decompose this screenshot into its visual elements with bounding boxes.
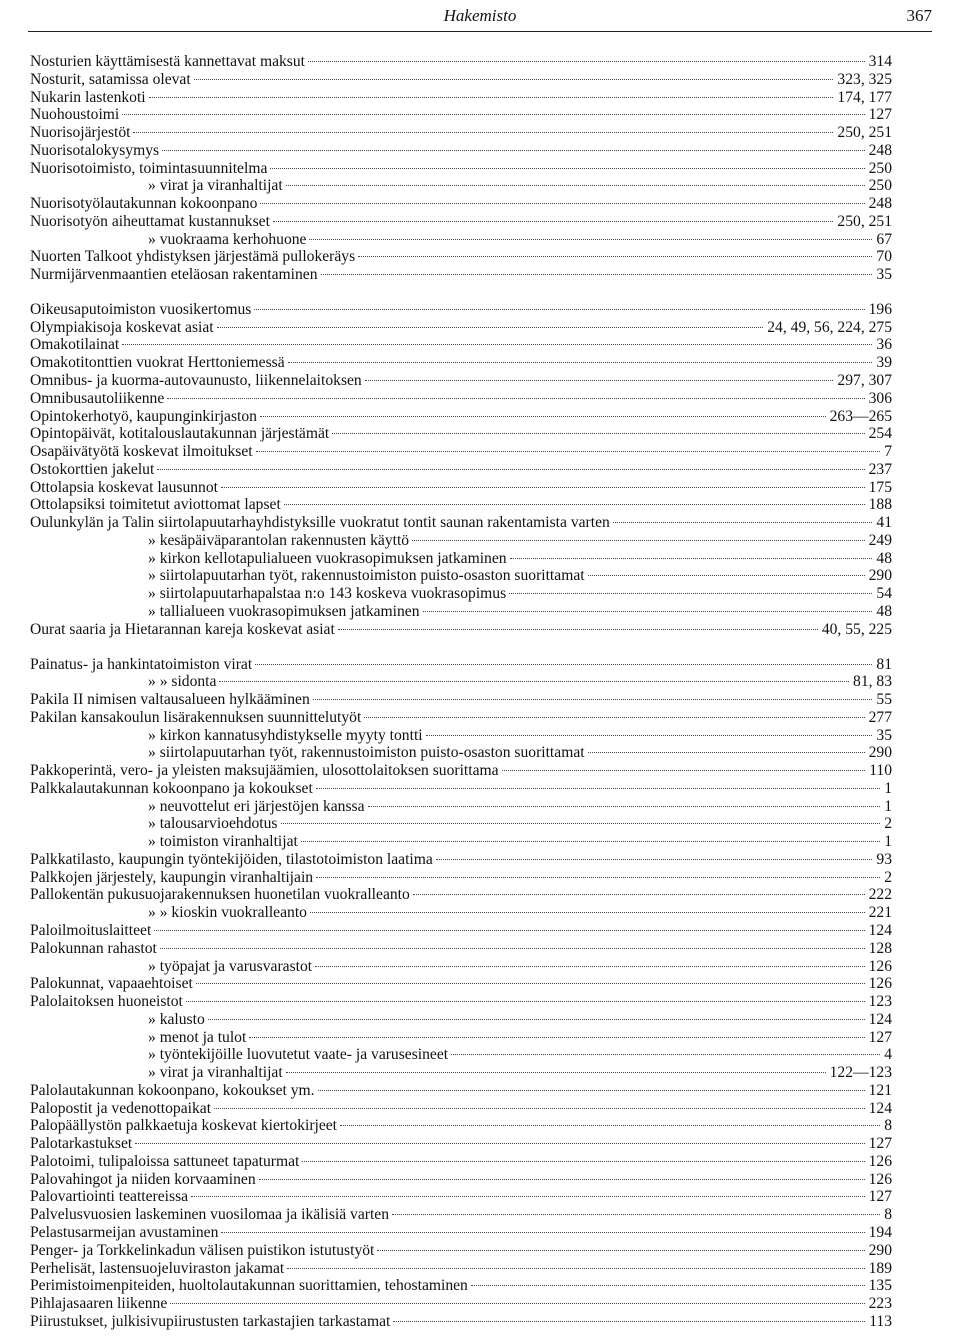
page-reference: 124 (868, 1099, 892, 1117)
index-entry (30, 213, 892, 231)
dot-leader (302, 1161, 864, 1162)
dot-leader (313, 699, 873, 700)
dot-leader (160, 948, 865, 949)
entry-text: » virat ja viranhaltijat (148, 1064, 283, 1082)
dot-leader (451, 1054, 880, 1055)
index-entry (30, 673, 892, 691)
dot-leader (377, 1250, 864, 1251)
index-section (30, 301, 892, 639)
entry-text: Pihlajasaaren liikenne (30, 1295, 168, 1313)
dot-leader (310, 912, 865, 913)
index-entry (30, 1153, 892, 1171)
page-reference: 223 (868, 1295, 892, 1313)
dot-leader (208, 1019, 865, 1020)
index-body (30, 53, 892, 1331)
dot-leader (316, 877, 880, 878)
dot-leader (364, 717, 864, 718)
entry-text: Ostokorttien jakelut (30, 460, 155, 478)
index-entry (30, 833, 892, 851)
entry-text: » neuvottelut eri järjestöjen kanssa (148, 797, 365, 815)
entry-text: Perimistoimenpiteiden, huoltolautakunnan suorittamien, tehostaminen (30, 1277, 468, 1295)
page-reference: 290 (868, 567, 892, 585)
index-entry (30, 425, 892, 443)
dot-leader (413, 894, 865, 895)
index-entry (30, 514, 892, 532)
entry-text: Palopostit ja vedenottopaikat (30, 1099, 212, 1117)
page-reference: 1 (884, 797, 892, 815)
dot-leader (256, 451, 881, 452)
entry-text: Nuohoustoimi (30, 106, 120, 124)
index-entry (30, 71, 892, 89)
index-entry (30, 301, 892, 319)
index-entry (30, 248, 892, 266)
entry-text: Nuorisotyön aiheuttamat kustannukset (30, 212, 270, 230)
dot-leader (436, 859, 873, 860)
dot-leader (316, 788, 880, 789)
page-reference: 249 (868, 531, 892, 549)
dot-leader (284, 504, 865, 505)
index-entry (30, 408, 892, 426)
index-entry (30, 177, 892, 195)
entry-text: Palovartiointi teattereissa (30, 1188, 189, 1206)
dot-leader (194, 79, 834, 80)
entry-text: Palkkojen järjestely, kaupungin viranhaltijain (30, 868, 314, 886)
index-entry (30, 550, 892, 568)
entry-text: Piirustukset, julkisivupiirustusten tarkastajien tarkastamat (30, 1312, 391, 1330)
dot-leader (135, 1143, 864, 1144)
entry-text: Pallokentän pukusuojarakennuksen huonetilan vuokralleanto (30, 886, 410, 904)
entry-text: » työpajat ja varusvarastot (148, 957, 313, 975)
dot-leader (167, 398, 864, 399)
entry-text: Palovahingot ja niiden korvaaminen (30, 1170, 256, 1188)
entry-text: Ottolapsia koskevat lausunnot (30, 478, 218, 496)
dot-leader (157, 469, 864, 470)
entry-text: » työntekijöille luovutetut vaate- ja varusesineet (148, 1046, 449, 1064)
page-reference: 2 (884, 868, 892, 886)
entry-text: Pakilan kansakoulun lisärakennuksen suunnittelutyöt (30, 708, 362, 726)
index-entry (30, 89, 892, 107)
page-reference: 248 (868, 195, 892, 213)
index-entry (30, 390, 892, 408)
page-reference: 250, 251 (837, 212, 892, 230)
page-reference: 189 (868, 1259, 892, 1277)
page-reference: 188 (868, 496, 892, 514)
page-reference: 297, 307 (837, 372, 892, 390)
page-reference: 250 (868, 177, 892, 195)
entry-text: » kalusto (148, 1010, 205, 1028)
index-entry (30, 372, 892, 390)
index-entry (30, 336, 892, 354)
dot-leader (259, 1179, 865, 1180)
dot-leader (308, 61, 865, 62)
page-reference: 55 (876, 691, 892, 709)
entry-text: Nuorisotalokysymys (30, 141, 160, 159)
page-reference: 126 (868, 1152, 892, 1170)
page-reference: 7 (884, 443, 892, 461)
dot-leader (509, 593, 872, 594)
dot-leader (332, 433, 864, 434)
dot-leader (510, 558, 873, 559)
dot-leader (154, 930, 864, 931)
page-reference: 194 (868, 1224, 892, 1241)
dot-leader (318, 1090, 865, 1091)
entry-text: » menot ja tulot (148, 1028, 247, 1046)
page-reference: 127 (868, 1188, 892, 1206)
dot-leader (301, 841, 880, 842)
dot-leader (196, 983, 865, 984)
dot-leader (423, 611, 873, 612)
page-reference: 250 (868, 159, 892, 177)
entry-text: Painatus- ja hankintatoimiston virat (30, 655, 253, 673)
dot-leader (393, 1321, 865, 1322)
page-reference: 4 (884, 1046, 892, 1064)
dot-leader (217, 327, 764, 328)
index-entry (30, 585, 892, 603)
index-entry (30, 815, 892, 833)
dot-leader (122, 344, 872, 345)
index-entry (30, 160, 892, 178)
dot-leader (588, 575, 865, 576)
dot-leader (221, 487, 865, 488)
index-entry (30, 1206, 892, 1224)
page-reference: 121 (868, 1081, 892, 1099)
index-entry (30, 727, 892, 745)
dot-leader (149, 97, 834, 98)
index-entry (30, 567, 892, 585)
entry-text: » kirkon kannatusyhdistykselle myyty tontti (148, 726, 423, 744)
dot-leader (321, 274, 873, 275)
dot-leader (260, 416, 826, 417)
index-entry (30, 461, 892, 479)
dot-leader (133, 132, 833, 133)
page-reference: 306 (868, 389, 892, 407)
entry-text: » » kioskin vuokralleanto (148, 904, 307, 922)
page-reference: 39 (876, 354, 892, 372)
dot-leader (358, 256, 872, 257)
index-entry (30, 1313, 892, 1331)
dot-leader (340, 1125, 880, 1126)
page-reference: 127 (868, 106, 892, 124)
index-entry (30, 354, 892, 372)
index-entry (30, 1011, 892, 1029)
index-entry (30, 780, 892, 798)
entry-text: Palokunnan rahastot (30, 939, 157, 957)
running-title: Hakemisto (443, 6, 517, 25)
entry-text: » tallialueen vuokrasopimuksen jatkaminen (148, 602, 420, 620)
page-reference: 277 (868, 708, 892, 726)
page-reference: 1 (884, 779, 892, 797)
entry-text: Palvelusvuosien laskeminen vuosilomaa ja ikälisiä varten (30, 1206, 390, 1224)
entry-text: » talousarvioehdotus (148, 815, 278, 833)
entry-text: Palkkatilasto, kaupungin työntekijöiden, tilastotoimiston laatima (30, 850, 433, 868)
index-entry (30, 904, 892, 922)
entry-text: Opintopäivät, kotitalouslautakunnan järjestämät (30, 425, 330, 443)
page-reference: 290 (868, 744, 892, 762)
index-entry (30, 266, 892, 284)
index-entry (30, 869, 892, 887)
dot-leader (260, 203, 864, 204)
dot-leader (273, 221, 833, 222)
entry-text: » siirtolapuutarhan työt, rakennustoimiston puisto-osaston suorittamat (148, 744, 585, 762)
dot-leader (502, 770, 866, 771)
dot-leader (426, 735, 873, 736)
index-entry (30, 1029, 892, 1047)
index-entry (30, 443, 892, 461)
index-entry (30, 621, 892, 639)
page-reference: 196 (868, 300, 892, 318)
dot-leader (254, 309, 864, 310)
page-reference: 222 (868, 886, 892, 904)
entry-text: Palkkalautakunnan kokoonpano ja kokoukset (30, 779, 313, 797)
page-reference: 48 (876, 602, 892, 620)
index-entry (30, 1224, 892, 1242)
page-reference: 54 (876, 585, 892, 603)
page-reference: 24, 49, 56, 224, 275 (767, 318, 892, 336)
index-entry (30, 1117, 892, 1135)
dot-leader (170, 1303, 864, 1304)
page-reference: 127 (868, 1028, 892, 1046)
entry-text: Palolaitoksen huoneistot (30, 993, 183, 1011)
page-reference: 110 (869, 762, 892, 780)
page-reference: 263—265 (829, 407, 892, 425)
index-entry (30, 124, 892, 142)
dot-leader (191, 1196, 865, 1197)
page-reference: 250, 251 (837, 124, 892, 142)
entry-text: » kesäpäiväparantolan rakennusten käyttö (148, 531, 410, 549)
page-reference: 1 (884, 833, 892, 851)
page-reference: 126 (868, 957, 892, 975)
entry-text: Opintokerhotyö, kaupunginkirjaston (30, 407, 257, 425)
index-entry (30, 1188, 892, 1206)
dot-leader (309, 239, 872, 240)
page-reference: 81 (876, 655, 892, 673)
dot-leader (338, 629, 818, 630)
entry-text: Nosturien käyttämisestä kannettavat maksut (30, 53, 305, 70)
entry-text: Palopäällystön palkkaetuja koskevat kiertokirjeet (30, 1117, 338, 1135)
dot-leader (255, 664, 872, 665)
dot-leader (287, 1268, 864, 1269)
dot-leader (162, 150, 865, 151)
entry-text: Omnibus- ja kuorma-autovaunusto, liikennelaitoksen (30, 372, 362, 390)
index-entry (30, 53, 892, 71)
page-reference: 67 (876, 230, 892, 248)
entry-text: Penger- ja Torkkelinkadun välisen puistikon istutustyöt (30, 1241, 375, 1259)
index-entry (30, 532, 892, 550)
entry-text: Nuorten Talkoot yhdistyksen järjestämä pullokeräys (30, 248, 356, 266)
page-reference: 40, 55, 225 (821, 620, 892, 638)
page-reference: 248 (868, 141, 892, 159)
page-reference: 124 (868, 1010, 892, 1028)
index-entry (30, 106, 892, 124)
page-reference: 8 (884, 1206, 892, 1224)
dot-leader (365, 380, 834, 381)
header-rule (28, 31, 932, 32)
index-entry (30, 1046, 892, 1064)
page-reference: 8 (884, 1117, 892, 1135)
dot-leader (368, 806, 881, 807)
index-entry (30, 886, 892, 904)
dot-leader (392, 1214, 880, 1215)
index-entry (30, 656, 892, 674)
dot-leader (249, 1037, 864, 1038)
entry-text: Pakila II nimisen valtausalueen hylkääminen (30, 691, 310, 709)
page-reference: 35 (876, 266, 892, 284)
dot-leader (122, 114, 864, 115)
index-entry (30, 975, 892, 993)
page-reference: 323, 325 (837, 70, 892, 88)
dot-leader (471, 1285, 865, 1286)
index-entry (30, 603, 892, 621)
entry-text: Palotoimi, tulipaloissa sattuneet tapaturmat (30, 1152, 300, 1170)
index-entry (30, 958, 892, 976)
page-reference: 135 (868, 1277, 892, 1295)
index-entry (30, 851, 892, 869)
entry-text: Nuorisojärjestöt (30, 124, 131, 142)
entry-text: Nukarin lastenkoti (30, 88, 146, 106)
entry-text: » vuokraama kerhohuone (148, 230, 307, 248)
index-entry (30, 1171, 892, 1189)
page-reference: 123 (868, 993, 892, 1011)
entry-text: Nurmijärvenmaantien eteläosan rakentaminen (30, 266, 318, 284)
entry-text: Palokunnat, vapaaehtoiset (30, 975, 193, 993)
page-reference: 113 (869, 1312, 892, 1330)
index-entry (30, 1242, 892, 1260)
entry-text: » toimiston viranhaltijat (148, 833, 298, 851)
entry-text: Palolautakunnan kokoonpano, kokoukset ym. (30, 1081, 315, 1099)
page-reference: 126 (868, 975, 892, 993)
index-entry (30, 709, 892, 727)
index-entry (30, 1082, 892, 1100)
dot-leader (588, 752, 865, 753)
entry-text: Olympiakisoja koskevat asiat (30, 318, 214, 336)
page-reference: 128 (868, 939, 892, 957)
entry-text: Pakkoperintä, vero- ja yleisten maksujäämien, ulosottolaitoksen suorittama (30, 762, 499, 780)
page-reference: 2 (884, 815, 892, 833)
page-reference: 122—123 (829, 1064, 892, 1082)
page-reference: 127 (868, 1135, 892, 1153)
index-entry (30, 142, 892, 160)
index-entry (30, 993, 892, 1011)
page-reference: 35 (876, 726, 892, 744)
index-entry (30, 744, 892, 762)
entry-text: Ottolapsiksi toimitetut aviottomat lapset (30, 496, 281, 514)
page-reference: 175 (868, 478, 892, 496)
entry-text: Omakotitonttien vuokrat Herttoniemessä (30, 354, 285, 372)
index-section (30, 53, 892, 284)
index-entry (30, 1277, 892, 1295)
page-reference: 70 (876, 248, 892, 266)
index-entry (30, 496, 892, 514)
index-entry (30, 940, 892, 958)
dot-leader (214, 1108, 865, 1109)
dot-leader (186, 1001, 865, 1002)
index-entry (30, 1100, 892, 1118)
page-reference: 48 (876, 549, 892, 567)
page-header (28, 6, 932, 30)
page-reference: 254 (868, 425, 892, 443)
dot-leader (281, 823, 881, 824)
index-entry (30, 922, 892, 940)
dot-leader (219, 681, 849, 682)
entry-text: Omakotilainat (30, 336, 120, 354)
entry-text: Omnibusautoliikenne (30, 389, 165, 407)
entry-text: Paloilmoituslaitteet (30, 921, 152, 939)
page-reference: 36 (876, 336, 892, 354)
entry-text: » kirkon kellotapulialueen vuokrasopimuksen jatkaminen (148, 549, 507, 567)
entry-text: » virat ja viranhaltijat (148, 177, 283, 195)
index-entry (30, 762, 892, 780)
index-section (30, 656, 892, 1331)
index-entry (30, 319, 892, 337)
index-entry (30, 479, 892, 497)
dot-leader (221, 1232, 864, 1233)
index-entry (30, 195, 892, 213)
entry-text: Oikeusaputoimiston vuosikertomus (30, 300, 252, 318)
entry-text: Pelastusarmeijan avustaminen (30, 1224, 219, 1241)
dot-leader (315, 966, 864, 967)
index-entry (30, 1260, 892, 1278)
dot-leader (613, 522, 873, 523)
dot-leader (270, 168, 864, 169)
index-entry (30, 231, 892, 249)
entry-text: » siirtolapuutarhan työt, rakennustoimiston puisto-osaston suorittamat (148, 567, 585, 585)
index-entry (30, 1135, 892, 1153)
entry-text: Ourat saaria ja Hietarannan kareja koskevat asiat (30, 620, 335, 638)
index-entry (30, 1295, 892, 1313)
entry-text: Nuorisotoimisto, toimintasuunnitelma (30, 159, 268, 177)
entry-text: » siirtolapuutarhapalstaa n:o 143 koskeva vuokrasopimus (148, 585, 507, 603)
entry-text: Perhelisät, lastensuojeluviraston jakamat (30, 1259, 285, 1277)
page-reference: 290 (868, 1241, 892, 1259)
page-reference: 237 (868, 460, 892, 478)
page-reference: 81, 83 (853, 673, 892, 691)
entry-text: Nosturit, satamissa olevat (30, 70, 191, 88)
dot-leader (286, 1072, 826, 1073)
dot-leader (412, 540, 865, 541)
entry-text: Oulunkylän ja Talin siirtolapuutarhayhdistyksille vuokratut tontit saunan rakentamista varten (30, 514, 610, 532)
dot-leader (286, 185, 865, 186)
index-entry (30, 691, 892, 709)
page-reference: 41 (876, 514, 892, 532)
index-entry (30, 1064, 892, 1082)
page-reference: 221 (868, 904, 892, 922)
index-entry (30, 798, 892, 816)
dot-leader (288, 362, 873, 363)
page-reference: 93 (876, 850, 892, 868)
page-reference: 174, 177 (837, 88, 892, 106)
page-number: 367 (906, 6, 932, 25)
page-reference: 314 (868, 53, 892, 70)
entry-text: Palotarkastukset (30, 1135, 133, 1153)
page-reference: 124 (868, 921, 892, 939)
page-reference: 126 (868, 1170, 892, 1188)
entry-text: Nuorisotyölautakunnan kokoonpano (30, 195, 258, 213)
entry-text: » » sidonta (148, 673, 217, 691)
entry-text: Osapäivätyötä koskevat ilmoitukset (30, 443, 253, 461)
